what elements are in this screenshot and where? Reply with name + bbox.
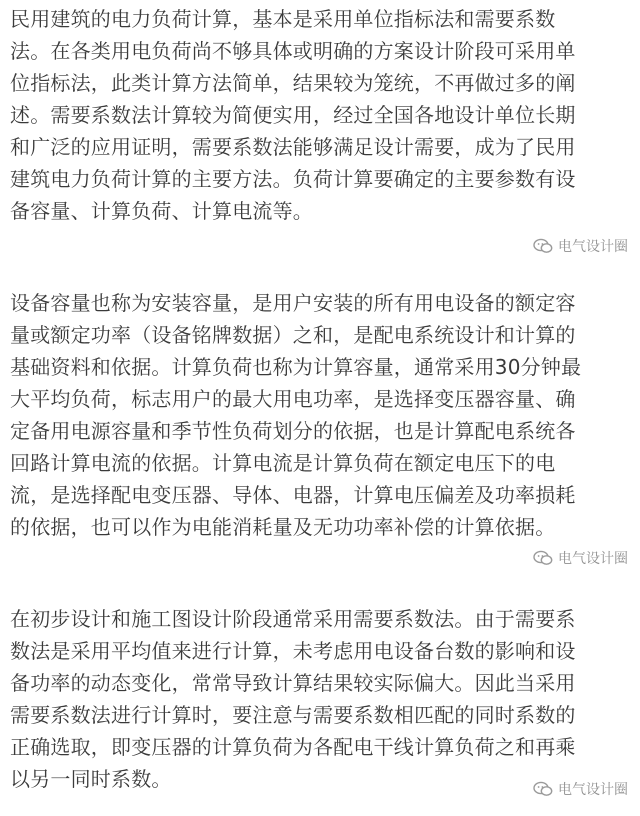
text-line: 基础资料和依据。计算负荷也称为计算容量，通常采用30分钟最: [10, 355, 582, 379]
text-line: 民用建筑的电力负荷计算，基本是采用单位指标法和需要系数: [10, 7, 556, 31]
text-line: 和广泛的应用证明，需要系数法能够满足设计需要，成为了民用: [10, 135, 576, 159]
watermark-label: 电气设计圈: [558, 239, 628, 255]
watermark: [531, 548, 630, 568]
text-line: 位指标法，此类计算方法简单，结果较为笼统，不再做过多的阐: [10, 71, 576, 95]
paragraph-1: [10, 3, 630, 227]
wechat-icon: [533, 550, 553, 566]
text-line: 正确选取，即变压器的计算负荷为各配电干线计算负荷之和再乘: [10, 735, 576, 759]
text-line: 大平均负荷，标志用户的最大用电功率，是选择变压器容量、确: [10, 387, 576, 411]
text-line: 在初步设计和施工图设计阶段通常采用需要系数法。由于需要系: [10, 607, 576, 631]
text-line: 量或额定功率（设备铭牌数据）之和，是配电系统设计和计算的: [10, 323, 576, 347]
text-line: 以另一同时系数。: [10, 767, 172, 791]
watermark: [531, 236, 630, 256]
text-line: 设备容量也称为安装容量，是用户安装的所有用电设备的额定容: [10, 291, 576, 315]
text-line: 流，是选择配电变压器、导体、电器，计算电压偏差及功率损耗: [10, 483, 576, 507]
watermark-label: 电气设计圈: [558, 551, 628, 567]
text-line: 回路计算电流的依据。计算电流是计算负荷在额定电压下的电: [10, 451, 556, 475]
text-line: 数法是采用平均值来进行计算，未考虑用电设备台数的影响和设: [10, 639, 576, 663]
text-line: 法。在各类用电负荷尚不够具体或明确的方案设计阶段可采用单: [10, 39, 576, 63]
text-line: 建筑电力负荷计算的主要方法。负荷计算要确定的主要参数有设: [10, 167, 576, 191]
paragraph-3: [10, 603, 630, 795]
text-line: 的依据，也可以作为电能消耗量及无功功率补偿的计算依据。: [10, 515, 556, 539]
watermark: [531, 779, 630, 799]
text-line: 需要系数法进行计算时，要注意与需要系数相匹配的同时系数的: [10, 703, 576, 727]
wechat-icon: [533, 781, 553, 797]
paragraph-2: [10, 287, 630, 543]
text-line: 定备用电源容量和季节性负荷划分的依据，也是计算配电系统各: [10, 419, 576, 443]
text-line: 述。需要系数法计算较为简便实用，经过全国各地设计单位长期: [10, 103, 576, 127]
text-line: 备功率的动态变化，常常导致计算结果较实际偏大。因此当采用: [10, 671, 576, 695]
text-line: 备容量、计算负荷、计算电流等。: [10, 199, 313, 223]
watermark-label: 电气设计圈: [558, 782, 628, 798]
wechat-icon: [533, 238, 553, 254]
